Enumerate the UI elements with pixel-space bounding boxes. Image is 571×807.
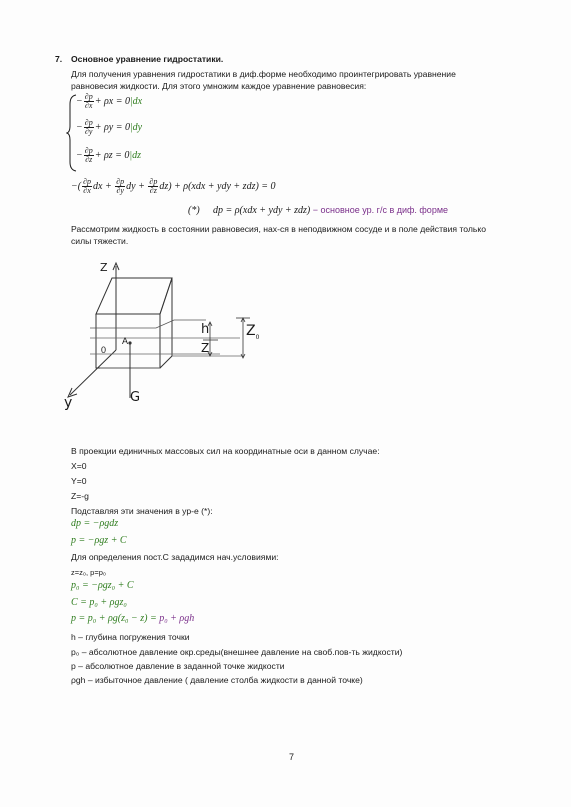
force-g-label: G — [130, 390, 141, 405]
projection-y: Y=0 — [71, 476, 87, 486]
z-label: Z — [201, 341, 210, 355]
constant-eq-2: C = p₀ + ρgz₀ — [71, 597, 127, 608]
rest-line-1: Рассмотрим жидкость в состоянии равновесия, нах-ся в неподвижном сосуде и в поле действия только — [71, 224, 486, 234]
system-eq-3: − $\frac{\partial p}{\partial z}$ + ρz = 0|dz — [76, 146, 142, 164]
definition-p0: p₀ – абсолютное давление окр.среды(внешнее давление на своб.пов-ть жидкости) — [71, 647, 403, 657]
constants-text: Для определения пост.С зададимся нач.условиями: — [71, 552, 279, 562]
projection-x: X=0 — [71, 461, 87, 471]
y-axis-label: y — [64, 395, 73, 411]
rest-line-2: силы тяжести. — [71, 236, 129, 246]
definition-p: p – абсолютное давление в заданной точке жидкости — [71, 661, 285, 671]
origin-label: 0 — [101, 345, 107, 355]
z-axis-label: Z — [100, 261, 108, 274]
star-mark: (*) — [188, 205, 200, 216]
main-equation: dp = ρ(xdx + ydy + zdz) − основное ур. г/с в диф. форме — [213, 205, 449, 216]
z0-label: $Z_0$ — [246, 323, 260, 341]
definition-pgh: ρgh – избыточное давление ( давление столба жидкости в данной точке) — [71, 675, 363, 685]
sum-equation: −( $\frac{\partial p}{\partial x}$ dx + $\frac{\partial p}{\partial y}$ dy + $\frac{\partial p}{\partial z}$ dz) + ρ(xdx + ydy + zdz) = 0 — [71, 177, 276, 195]
initial-condition: z=z₀, p=p₀ — [71, 568, 106, 577]
point-a-label: A — [122, 336, 129, 346]
substitution-eq-1: dp = −ρgdz — [71, 518, 119, 529]
intro-line-1: Для получения уравнения гидростатики в диф.форме необходимо проинтегрировать уравнение — [71, 69, 456, 79]
projections-intro: В проекции единичных массовых сил на координатные оси в данном случае: — [71, 446, 380, 456]
constant-eq-1: p₀ = −ρgz₀ + C — [71, 580, 134, 591]
substitution-text: Подставляя эти значения в ур-е (*): — [71, 506, 213, 516]
page-number: 7 — [289, 752, 295, 762]
substitution-eq-2: p = −ρgz + C — [71, 535, 127, 546]
constant-eq-3: p = p₀ + ρg(z₀ − z) = p₀ + ρgh — [71, 613, 195, 624]
system-eq-2: − $\frac{\partial p}{\partial y}$ + ρy = 0|dy — [76, 118, 143, 136]
definition-h: h – глубина погружения точки — [71, 632, 190, 642]
h-label: h — [201, 322, 210, 337]
section-number: 7. — [55, 54, 63, 64]
intro-line-2: равновесия жидкости. Для этого умножим каждое уравнение равновесия: — [71, 81, 367, 91]
projection-z: Z=-g — [71, 491, 89, 501]
section-title: Основное уравнение гидростатики. — [71, 54, 224, 64]
system-eq-1: − $\frac{\partial p}{\partial x}$ + ρx = 0|dx — [76, 92, 143, 110]
